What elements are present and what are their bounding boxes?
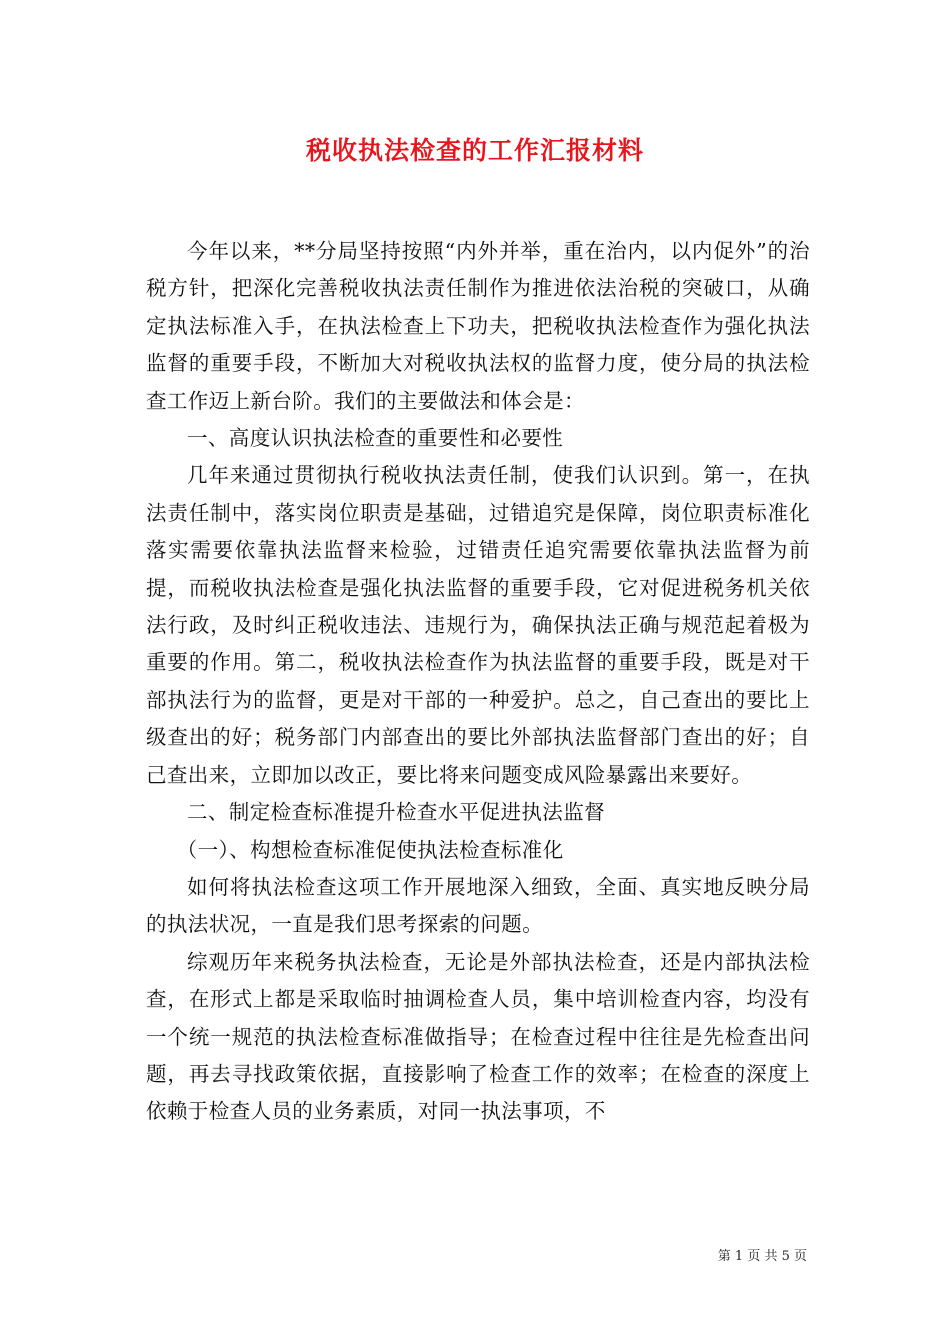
document-body	[146, 233, 810, 1131]
paragraph-intro: 今年以来，**分局坚持按照“内外并举，重在治内，以内促外”的治税方针，把深化完善税收执法责任制作为推进依法治税的突破口，从确定执法标准入手，在执法检查上下功夫，把税收执法检查作为强化执法监督的重要手段，不断加大对税收执法权的监督力度，使分局的执法检查工作迈上新台阶。我们的主要做法和体会是：	[146, 239, 810, 413]
page-number: 第 1 页 共 5 页	[717, 1249, 807, 1264]
paragraph-subsection-1b: 综观历年来税务执法检查，无论是外部执法检查，还是内部执法检查，在形式上都是采取临时抽调检查人员，集中培训检查内容，均没有一个统一规范的执法检查标准做指导；在检查过程中往往是先检查出问题，再去寻找政策依据，直接影响了检查工作的效率；在检查的深度上依赖于检查人员的业务素质，对同一执法事项，不	[146, 949, 810, 1124]
paragraph-subsection-1a: 如何将执法检查这项工作开展地深入细致，全面、真实地反映分局的执法状况，一直是我们思考探索的问题。	[146, 874, 810, 937]
subsection-heading-1: （一）、构想检查标准促使执法检查标准化	[176, 837, 564, 862]
section-heading-2: 二、制定检查标准提升检查水平促进执法监督	[187, 800, 605, 825]
document-title: 税收执法检查的工作汇报材料	[305, 136, 644, 165]
section-heading-1: 一、高度认识执法检查的重要性和必要性	[187, 426, 564, 451]
paragraph-section-1: 几年来通过贯彻执行税收执法责任制，使我们认识到。第一，在执法责任制中，落实岗位职责是基础，过错追究是保障，岗位职责标准化落实需要依靠执法监督来检验，过错责任追究需要依靠执法监督为前提，而税收执法检查是强化执法监督的重要手段，它对促进税务机关依法行政，及时纠正税收违法、违规行为，确保执法正确与规范起着极为重要的作用。第二，税收执法检查作为执法监督的重要手段，既是对干部执法行为的监督，更是对干部的一种爱护。总之，自己查出的要比上级查出的好；税务部门内部查出的要比外部执法监督部门查出的好；自己查出来，立即加以改正，要比将来问题变成风险暴露出来要好。	[146, 463, 810, 787]
